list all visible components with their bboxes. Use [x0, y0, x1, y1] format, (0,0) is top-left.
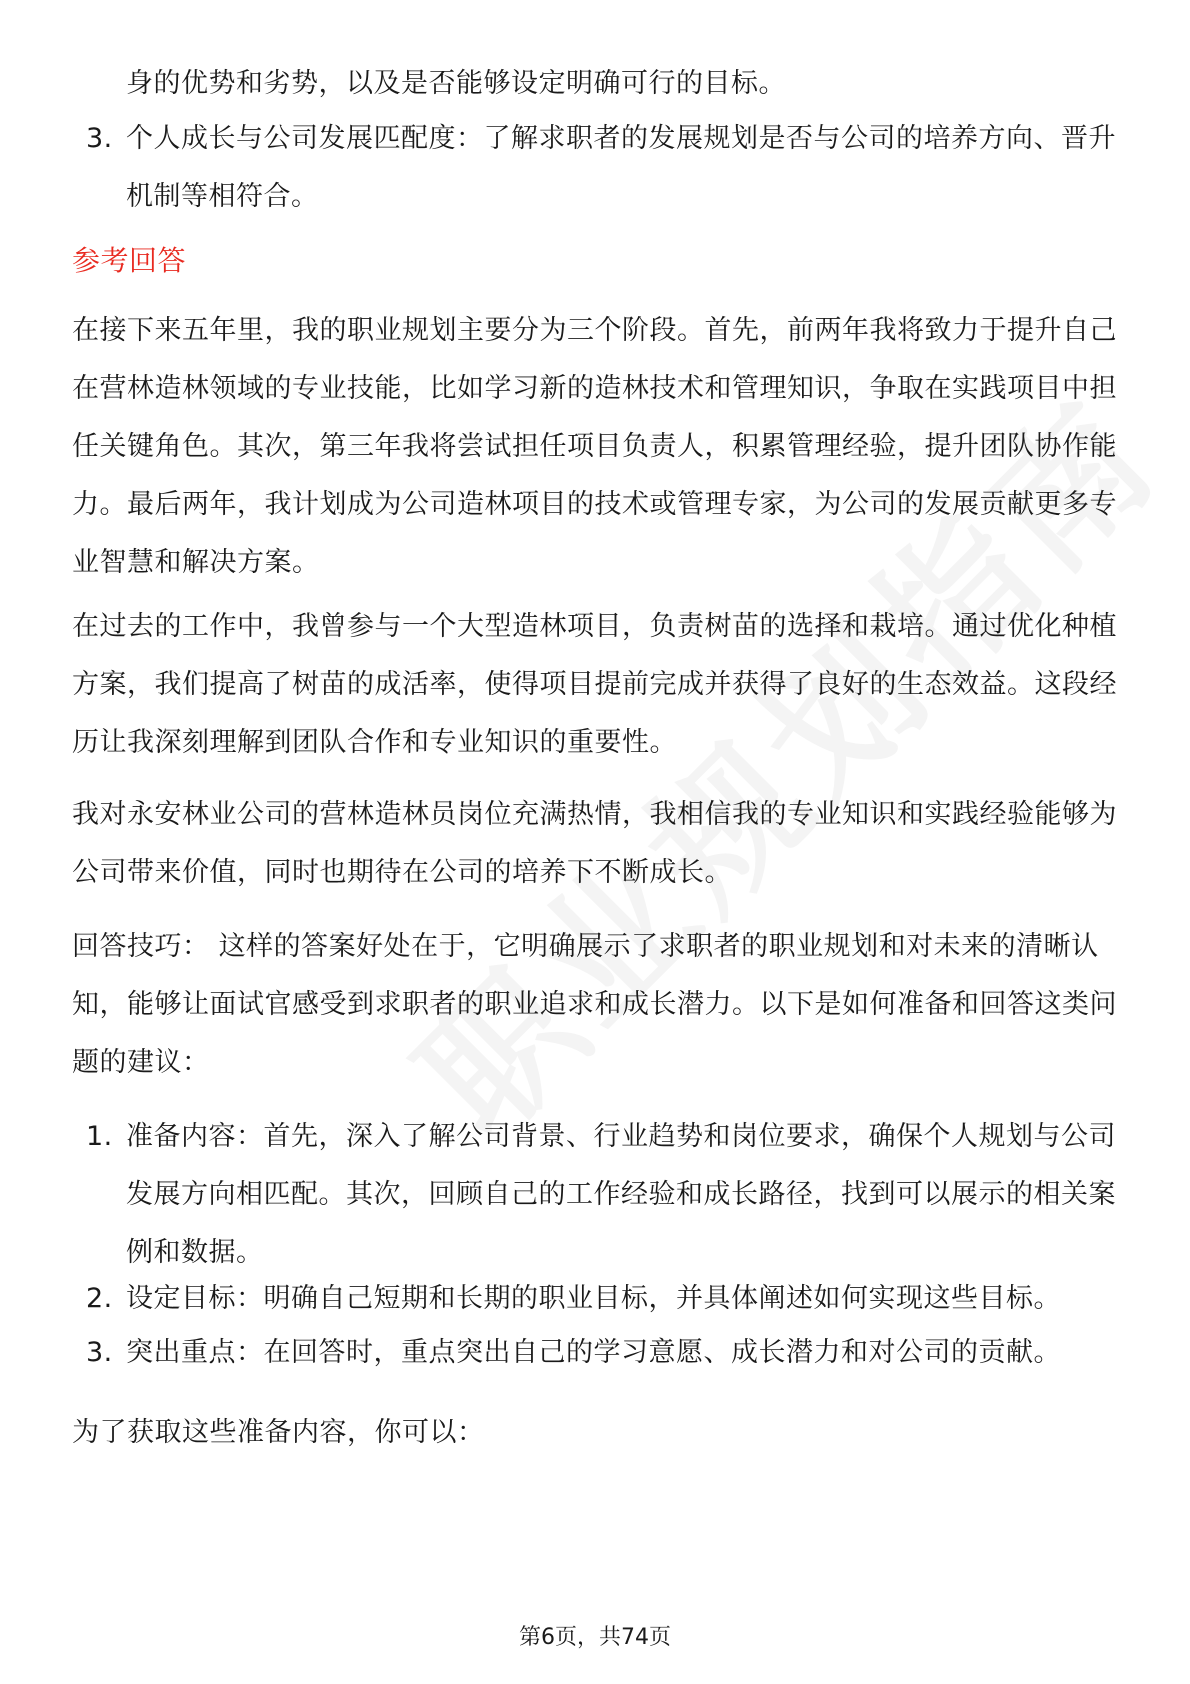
list-number: 1. [86, 1121, 113, 1152]
answer-paragraph: 我对永安林业公司的营林造林员岗位充满热情，我相信我的专业知识和实践经验能够为公司带来价值，同时也期待在公司的培养下不断成长。 [72, 799, 1117, 888]
list-number: 3. [86, 123, 113, 154]
list-text: 准备内容：首先，深入了解公司背景、行业趋势和岗位要求，确保个人规划与公司发展方向相匹配。其次，回顾自己的工作经验和成长路径，找到可以展示的相关案例和数据。 [126, 1121, 1116, 1268]
list-item [72, 1270, 1132, 1328]
answer-paragraph: 在接下来五年里，我的职业规划主要分为三个阶段。首先，前两年我将致力于提升自己在营林造林领域的专业技能，比如学习新的造林技术和管理知识，争取在实践项目中担任关键角色。其次，第三年我将尝试担任项目负责人，积累管理经验，提升团队协作能力。最后两年，我计划成为公司造林项目的技术或管理专家，为公司的发展贡献更多专业智慧和解决方案。 [72, 315, 1117, 578]
continuation-line: 身的优势和劣势，以及是否能够设定明确可行的目标。 [126, 68, 786, 99]
tips-paragraph: 回答技巧： 这样的答案好处在于，它明确展示了求职者的职业规划和对未来的清晰认知，能够让面试官感受到求职者的职业追求和成长潜力。以下是如何准备和回答这类问题的建议： [72, 931, 1117, 1078]
list-item [72, 1108, 1132, 1282]
page-footer: 第6页，共74页 [519, 1625, 671, 1650]
list-text: 突出重点：在回答时，重点突出自己的学习意愿、成长潜力和对公司的贡献。 [126, 1337, 1061, 1368]
section-heading: 参考回答 [72, 244, 187, 277]
list-number: 2. [86, 1283, 113, 1314]
list-text: 设定目标：明确自己短期和长期的职业目标，并具体阐述如何实现这些目标。 [126, 1283, 1061, 1314]
list-text: 个人成长与公司发展匹配度：了解求职者的发展规划是否与公司的培养方向、晋升机制等相符合。 [126, 123, 1116, 212]
list-number: 3. [86, 1337, 113, 1368]
answer-paragraph: 在过去的工作中，我曾参与一个大型造林项目，负责树苗的选择和栽培。通过优化种植方案，我们提高了树苗的成活率，使得项目提前完成并获得了良好的生态效益。这段经历让我深刻理解到团队合作和专业知识的重要性。 [72, 611, 1117, 758]
closing-line: 为了获取这些准备内容，你可以： [72, 1417, 485, 1448]
list-item [72, 110, 1132, 226]
list-item [72, 1324, 1132, 1382]
